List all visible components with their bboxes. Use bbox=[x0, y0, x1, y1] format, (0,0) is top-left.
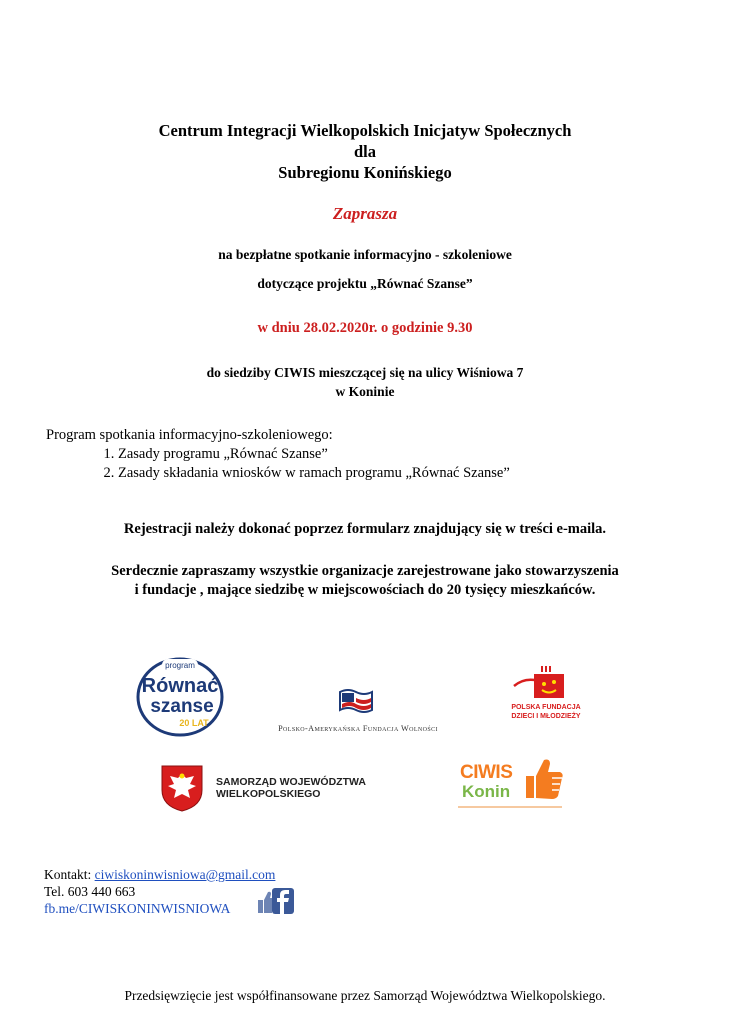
invite-heading: Zaprasza bbox=[332, 204, 398, 223]
facebook-like-icon[interactable] bbox=[256, 886, 296, 916]
contact-block bbox=[44, 866, 275, 917]
pafw-logo bbox=[258, 688, 458, 738]
pafw-flag-icon bbox=[340, 690, 372, 712]
ciwis-logo bbox=[458, 754, 564, 810]
ciwis-word: CIWIS bbox=[460, 762, 513, 783]
pafw-label: Polsko-Amerykańska Fundacja Wolności bbox=[278, 724, 438, 733]
rowniac-badge: 20 LAT bbox=[179, 718, 209, 728]
registration-note: Rejestracji należy dokonać poprzez formularz znajdujący się w treści e-maila. bbox=[123, 521, 607, 537]
pfdm-logo bbox=[506, 664, 586, 724]
rowniac-szanse-logo bbox=[134, 655, 230, 737]
thumbs-up-icon bbox=[520, 754, 564, 802]
meeting-line1: na bezpłatne spotkanie informacyjno - szkoleniowe bbox=[218, 247, 512, 262]
samorzad-logo bbox=[160, 764, 366, 816]
meeting-date: w dniu 28.02.2020r. o godzinie 9.30 bbox=[257, 320, 473, 336]
program-item: 1. Zasady programu „Równać Szanse” bbox=[118, 445, 510, 464]
eagle-crest-icon bbox=[160, 764, 204, 812]
samorzad-line1: SAMORZĄD WOJEWÓDZTWA bbox=[216, 776, 366, 788]
organizer-title-line2: dla bbox=[353, 142, 376, 161]
contact-email-link[interactable]: ciwiskoninwisniowa@gmail.com bbox=[94, 867, 276, 882]
contact-email-line bbox=[44, 866, 275, 883]
program-list bbox=[46, 445, 510, 483]
program-item: 2. Zasady składania wniosków w ramach programu „Równać Szanse” bbox=[118, 464, 510, 483]
rowniac-word: Równać bbox=[141, 675, 219, 697]
pfdm-line2: DZIECI I MŁODZIEŻY bbox=[511, 713, 581, 720]
location-line1: do siedziby CIWIS mieszczącej się na ulicy Wiśniowa 7 bbox=[206, 365, 524, 380]
contact-label: Kontakt: bbox=[44, 867, 95, 882]
invitation-line1: Serdecznie zapraszamy wszystkie organizacje zarejestrowane jako stowarzyszenia bbox=[111, 563, 619, 579]
funding-footer: Przedsięwzięcie jest współfinansowane przez Samorząd Województwa Wielkopolskiego. bbox=[124, 988, 606, 1003]
organizer-title-line1: Centrum Integracji Wielkopolskich Inicjatyw Społecznych bbox=[158, 121, 572, 140]
invitation-line2: i fundacje , mające siedzibę w miejscowościach do 20 tysięcy mieszkańców. bbox=[134, 582, 596, 598]
facebook-link[interactable]: fb.me/CIWISKONINWISNIOWA bbox=[44, 901, 231, 916]
contact-phone: Tel. 603 440 663 bbox=[44, 884, 136, 899]
samorzad-line2: WIELKOPOLSKIEGO bbox=[216, 788, 321, 800]
konin-word: Konin bbox=[462, 782, 511, 801]
szanse-word: szanse bbox=[150, 696, 214, 717]
meeting-line2: dotyczące projektu „Równać Szanse” bbox=[257, 276, 473, 291]
location-line2: w Koninie bbox=[335, 384, 395, 399]
program-title: Program spotkania informacyjno-szkoleniowego: bbox=[46, 427, 333, 443]
pfdm-line1: POLSKA FUNDACJA bbox=[511, 704, 581, 711]
organizer-title-line3: Subregionu Konińskiego bbox=[278, 163, 452, 182]
program-section bbox=[46, 426, 510, 483]
rowniac-program-label: program bbox=[165, 661, 195, 670]
